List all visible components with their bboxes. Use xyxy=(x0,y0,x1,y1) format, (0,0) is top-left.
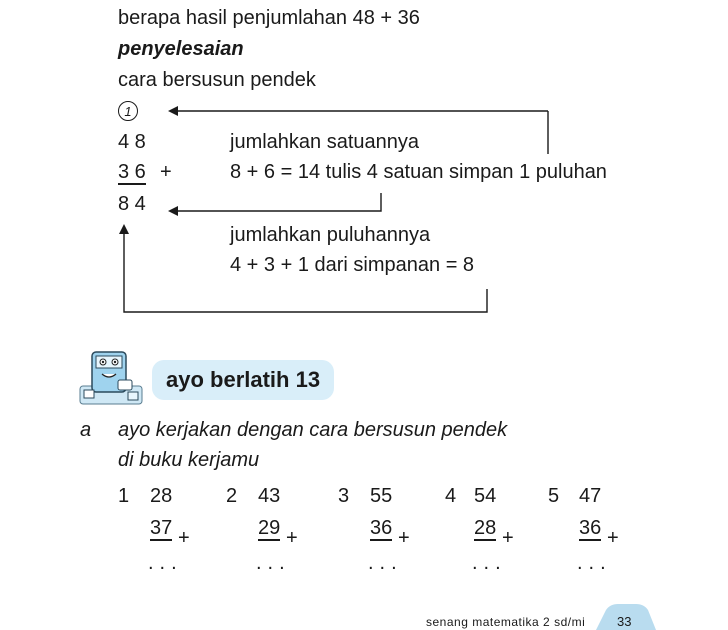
problem-top: 47 xyxy=(579,485,602,507)
problem-number: 3 xyxy=(338,485,350,507)
solution-heading: penyelesaian xyxy=(118,38,244,60)
answer-blank: ... xyxy=(148,552,183,574)
carry-marker: 1 xyxy=(118,101,138,121)
problem-top: 28 xyxy=(150,485,173,507)
answer-blank: ... xyxy=(472,552,507,574)
carry-arrow-head xyxy=(168,106,178,116)
problem-number: 4 xyxy=(445,485,457,507)
step1-detail: 8 + 6 = 14 tulis 4 satuan simpan 1 puluhan xyxy=(230,161,607,183)
result-arrow-head xyxy=(168,206,178,216)
result-arrow-line xyxy=(176,193,381,211)
problem-bottom: 28 xyxy=(474,517,497,539)
sum-result: 8 4 xyxy=(118,193,146,215)
problem-bottom: 36 xyxy=(579,517,602,539)
method-text: cara bersusun pendek xyxy=(118,69,316,91)
page-number: 33 xyxy=(617,614,632,629)
problem-top: 54 xyxy=(474,485,497,507)
problem-sign: + xyxy=(286,527,298,549)
answer-blank: ... xyxy=(368,552,403,574)
instruction-line1: ayo kerjakan dengan cara bersusun pendek xyxy=(118,419,508,441)
calculator-mascot-icon xyxy=(78,346,150,408)
problem-number: 2 xyxy=(226,485,238,507)
question-text: berapa hasil penjumlahan 48 + 36 xyxy=(118,7,420,29)
exercise-title-badge: ayo berlatih 13 xyxy=(152,360,334,400)
plus-sign: + xyxy=(160,161,172,183)
step1-title: jumlahkan satuannya xyxy=(230,131,420,153)
problem-sign: + xyxy=(502,527,514,549)
problem-sign: + xyxy=(607,527,619,549)
step2-title: jumlahkan puluhannya xyxy=(230,224,431,246)
problem-bottom: 29 xyxy=(258,517,281,539)
problem-number: 1 xyxy=(118,485,130,507)
problem-bottom: 36 xyxy=(370,517,393,539)
tens-arrow-head xyxy=(119,224,129,234)
problem-top: 55 xyxy=(370,485,393,507)
problem-number: 5 xyxy=(548,485,560,507)
tens-arrow-line xyxy=(124,232,487,312)
problem-bottom: 37 xyxy=(150,517,173,539)
answer-blank: ... xyxy=(577,552,612,574)
problem-top: 43 xyxy=(258,485,281,507)
problem-sign: + xyxy=(178,527,190,549)
answer-blank: ... xyxy=(256,552,291,574)
exercise-letter: a xyxy=(80,419,92,441)
problem-sign: + xyxy=(398,527,410,549)
addend-top: 4 8 xyxy=(118,131,146,153)
addend-bottom: 3 6 xyxy=(118,161,146,183)
step2-detail: 4 + 3 + 1 dari simpanan = 8 xyxy=(230,254,475,276)
book-footer: senang matematika 2 sd/mi xyxy=(426,615,586,629)
instruction-line2: di buku kerjamu xyxy=(118,449,260,471)
